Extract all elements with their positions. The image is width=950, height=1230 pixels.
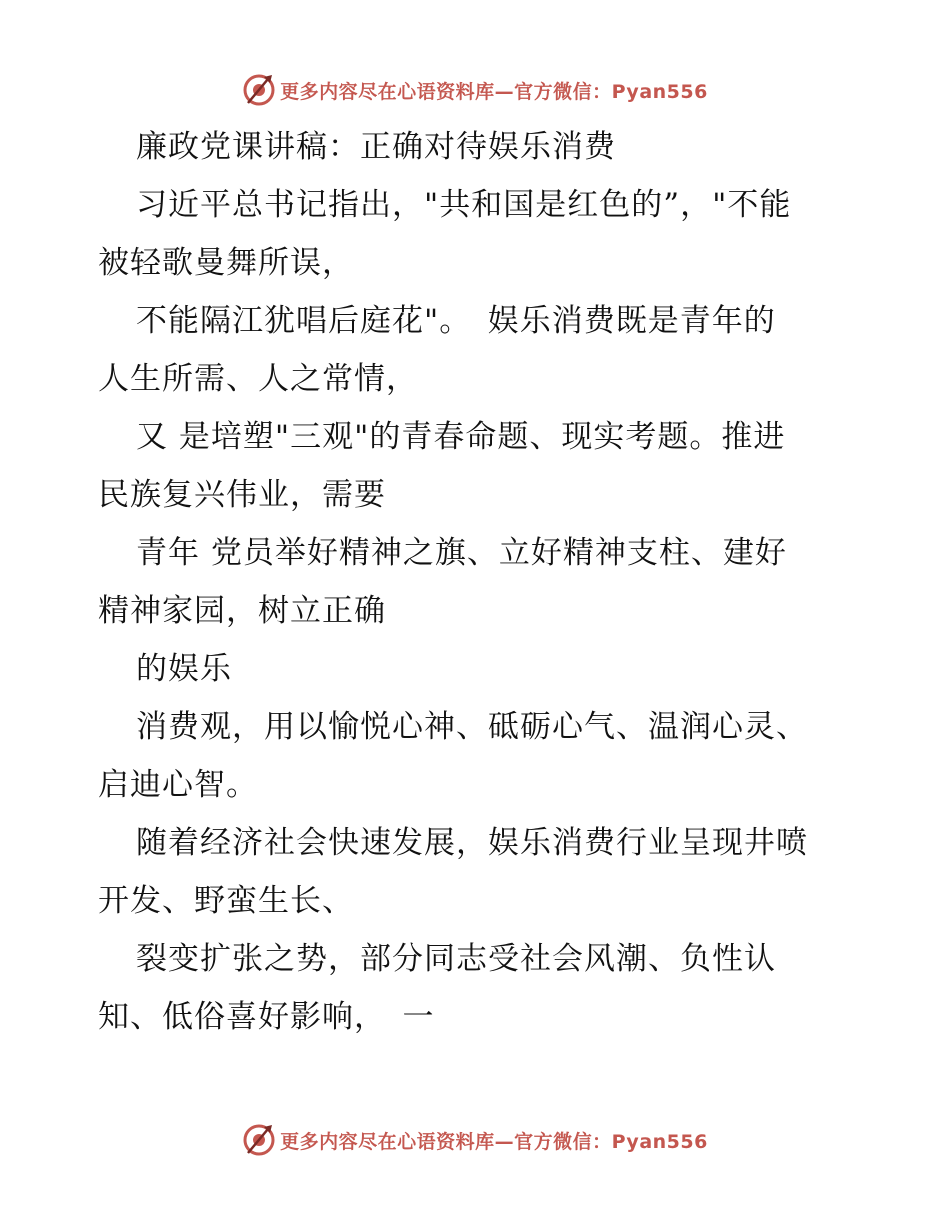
banner-group [242, 1123, 708, 1157]
text-line: 廉政党课讲稿：正确对待娱乐消费 [136, 129, 616, 165]
text-line: 的娱乐 [136, 651, 232, 687]
header-watermark-banner [0, 70, 950, 110]
text-line: 又 是培塑"三观"的青春命题、现实考题。推进 [136, 419, 786, 455]
text-line: 随着经济社会快速发展，娱乐消费行业呈现井喷 [136, 825, 808, 861]
text-line: 消费观，用以愉悦心神、砥砺心气、温润心灵、 [136, 709, 808, 745]
text-line: 裂变扩张之势，部分同志受社会风潮、负性认 [136, 941, 776, 977]
text-line: 开发、野蛮生长、 [98, 883, 354, 919]
quill-seal-logo-icon [242, 1123, 276, 1157]
text-line: 青年 党员举好精神之旗、立好精神支柱、建好 [136, 535, 787, 571]
banner-text: 更多内容尽在心语资料库—官方微信：Pyan556 [280, 1130, 708, 1153]
text-line: 民族复兴伟业，需要 [98, 477, 386, 513]
text-line: 不能隔江犹唱后庭花"。 娱乐消费既是青年的 [136, 303, 776, 339]
text-line: 人生所需、人之常情， [98, 361, 418, 397]
text-line: 习近平总书记指出，"共和国是红色的”，"不能 [136, 187, 792, 223]
banner-group [242, 73, 708, 107]
quill-seal-logo-icon [242, 73, 276, 107]
text-line: 精神家园，树立正确 [98, 593, 386, 629]
text-line: 知、低俗喜好影响， 一 [98, 999, 435, 1035]
footer-watermark-banner [0, 1120, 950, 1160]
document-body [98, 118, 858, 1046]
text-line: 被轻歌曼舞所误， [98, 245, 354, 281]
text-line: 启迪心智。 [98, 767, 258, 803]
banner-text: 更多内容尽在心语资料库—官方微信：Pyan556 [280, 80, 708, 103]
